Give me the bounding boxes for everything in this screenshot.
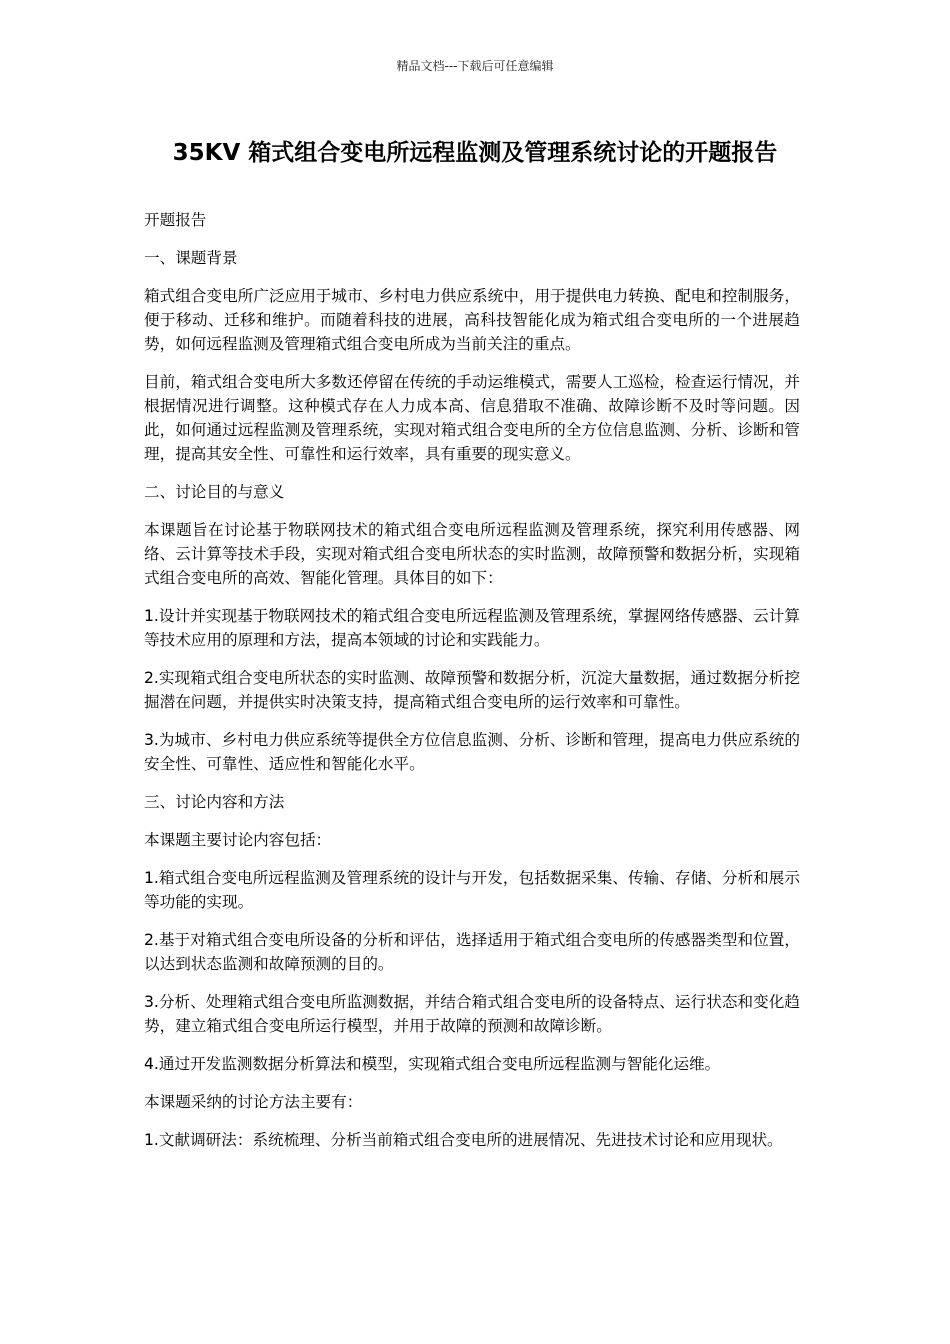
document-body (144, 208, 800, 1166)
paragraph: 本课题主要讨论内容包括： (144, 831, 332, 849)
paragraph: 箱式组合变电所广泛应用于城市、乡村电力供应系统中，用于提供电力转换、配电和控制服务，便于移动、迁移和维护。而随着科技的进展，高科技智能化成为箱式组合变电所的一个进展趋势，如何远程监测及管理箱式组合变电所成为当前关注的重点。 (144, 287, 800, 353)
paragraph: 本课题采纳的讨论方法主要有： (144, 1093, 363, 1111)
paragraph: 本课题旨在讨论基于物联网技术的箱式组合变电所远程监测及管理系统，探究利用传感器、网络、云计算等技术手段，实现对箱式组合变电所状态的实时监测，故障预警和数据分析，实现箱式组合变电所的高效、智能化管理。具体目的如下： (144, 521, 800, 587)
list-item: 2.实现箱式组合变电所状态的实时监测、故障预警和数据分析，沉淀大量数据，通过数据分析挖掘潜在问题，并提供实时决策支持，提高箱式组合变电所的运行效率和可靠性。 (144, 669, 800, 711)
document-title: 35KV 箱式组合变电所远程监测及管理系统讨论的开题报告 (172, 140, 778, 166)
list-item: 3.为城市、乡村电力供应系统等提供全方位信息监测、分析、诊断和管理，提高电力供应系统的安全性、可靠性、适应性和智能化水平。 (144, 731, 800, 773)
paragraph-report-label: 开题报告 (144, 211, 207, 229)
list-item: 3.分析、处理箱式组合变电所监测数据，并结合箱式组合变电所的设备特点、运行状态和变化趋势，建立箱式组合变电所运行模型，并用于故障的预测和故障诊断。 (144, 993, 800, 1035)
section-heading-background: 一、课题背景 (144, 249, 238, 267)
paragraph: 目前，箱式组合变电所大多数还停留在传统的手动运维模式，需要人工巡检，检查运行情况，并根据情况进行调整。这种模式存在人力成本高、信息猎取不准确、故障诊断不及时等问题。因此，如何通过远程监测及管理系统，实现对箱式组合变电所的全方位信息监测、分析、诊断和管理，提高其安全性、可靠性和运行效率，具有重要的现实意义。 (144, 373, 800, 463)
section-heading-purpose: 二、讨论目的与意义 (144, 483, 285, 501)
header-note: 精品文档---下载后可任意编辑 (396, 59, 554, 73)
list-item: 1.文献调研法：系统梳理、分析当前箱式组合变电所的进展情况、先进技术讨论和应用现状。 (144, 1131, 783, 1149)
list-item: 1.箱式组合变电所远程监测及管理系统的设计与开发，包括数据采集、传输、存储、分析和展示等功能的实现。 (144, 869, 800, 911)
list-item: 2.基于对箱式组合变电所设备的分析和评估，选择适用于箱式组合变电所的传感器类型和位置，以达到状态监测和故障预测的目的。 (144, 931, 800, 973)
list-item: 4.通过开发监测数据分析算法和模型，实现箱式组合变电所远程监测与智能化运维。 (144, 1055, 721, 1073)
list-item: 1.设计并实现基于物联网技术的箱式组合变电所远程监测及管理系统，掌握网络传感器、云计算等技术应用的原理和方法，提高本领域的讨论和实践能力。 (144, 607, 800, 649)
section-heading-content-methods: 三、讨论内容和方法 (144, 793, 285, 811)
